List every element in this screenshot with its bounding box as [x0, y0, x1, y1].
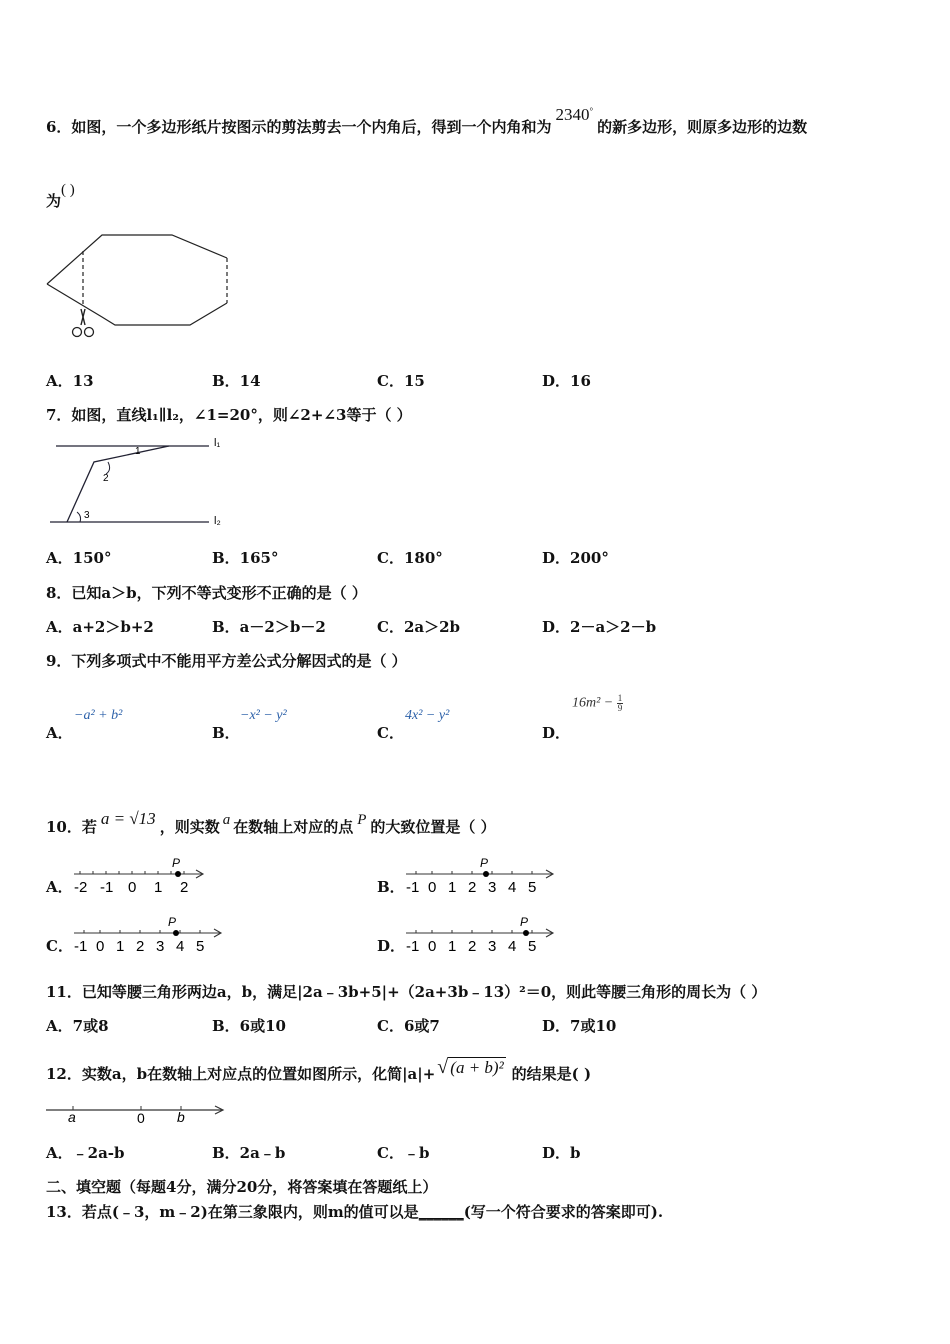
- q9-label-c: C．: [377, 724, 404, 742]
- q10-var-p: P: [357, 812, 367, 828]
- q10-point-c: [173, 930, 179, 936]
- q10-c-tick-1: 1: [116, 938, 125, 955]
- q10-a-tick-2: 2: [180, 879, 189, 896]
- q10-b-tick-4: 4: [508, 879, 517, 896]
- q7-figure: [44, 432, 244, 532]
- q6-text-a: 6．如图，一个多边形纸片按图示的剪法剪去一个内角后，得到一个内角和为: [46, 118, 552, 136]
- q12-text-a: 12．实数a，b在数轴上对应点的位置如图所示，化简|a|+: [46, 1065, 436, 1083]
- q10-d-tick-2: 2: [468, 938, 477, 955]
- q6-polygon-outline-lower: [47, 284, 227, 325]
- q12-axis-zero: 0: [137, 1110, 145, 1126]
- q10-p-label-d: P: [520, 915, 529, 929]
- q10-b-tick-m1: -1: [406, 879, 420, 896]
- q10-point-b: [483, 871, 489, 877]
- q9-option-b[interactable]: [212, 708, 287, 743]
- q12-axis-a: a: [68, 1109, 76, 1125]
- q9-frac-num: 1: [617, 693, 623, 703]
- q7-label-l2: l₂: [214, 515, 221, 527]
- q10-c-tick-5: 5: [196, 938, 205, 955]
- q9-option-c[interactable]: [377, 708, 450, 743]
- q10-a-tick-m1: -1: [100, 879, 114, 896]
- q10-axis-a: [70, 854, 210, 896]
- q9-expr-b: −x² − y²: [240, 708, 287, 723]
- q10-b-tick-0: 0: [428, 879, 437, 896]
- q10-d-tick-1: 1: [448, 938, 457, 955]
- q7-stem: 7．如图，直线l₁∥l₂，∠1=20°，则∠2+∠3等于（ ）: [46, 406, 412, 424]
- q10-c-tick-0: 0: [96, 938, 105, 955]
- q10-d-tick-4: 4: [508, 938, 517, 955]
- q7-label-1: 1: [135, 446, 141, 457]
- q6-option-b[interactable]: B．14: [212, 372, 261, 390]
- q7-option-b[interactable]: B．165°: [212, 549, 279, 567]
- q8-option-c[interactable]: C．2a＞2b: [377, 618, 461, 636]
- q6-paren: ( ): [61, 182, 75, 198]
- q6-text-c: 为: [46, 192, 62, 210]
- q6-text-b: 的新多边形，则原多边形的边数: [597, 118, 808, 136]
- q10-expr: a = √13: [100, 809, 156, 828]
- q8-option-a[interactable]: A．a+2＞b+2: [46, 618, 154, 636]
- q8-option-d[interactable]: D．2－a＞2－b: [542, 618, 657, 636]
- q12-radical: [437, 1058, 505, 1077]
- q10-point-a: [175, 871, 181, 877]
- q10-d-tick-3: 3: [488, 938, 497, 955]
- q10-label-d[interactable]: D．: [377, 937, 406, 955]
- q10-label-c[interactable]: C．: [46, 937, 73, 955]
- q7-broken-line: [67, 446, 169, 522]
- q7-angle-arc-3: [77, 512, 81, 522]
- scissors-icon: [73, 309, 94, 337]
- q10-b-tick-3: 3: [488, 879, 497, 896]
- q10-text-b: ，则实数: [159, 818, 220, 836]
- q12-option-b[interactable]: B．2a﹣b: [212, 1144, 286, 1162]
- q12-option-c[interactable]: C．﹣b: [377, 1144, 430, 1162]
- q10-axis-c: [70, 913, 230, 955]
- q10-point-d: [523, 930, 529, 936]
- q10-b-tick-5: 5: [528, 879, 537, 896]
- q10-axis-b: [402, 854, 562, 896]
- q12-option-a[interactable]: A．﹣2a-b: [46, 1144, 125, 1162]
- q9-option-d[interactable]: [542, 693, 623, 743]
- q7-label-l1: l₁: [214, 437, 221, 449]
- q6-degree: °: [589, 106, 594, 116]
- q10-text-d: 的大致位置是（ ）: [370, 818, 496, 836]
- q11-stem: 11．已知等腰三角形两边a，b，满足|2a﹣3b+5|+（2a+3b﹣13）²＝0，则此等腰三角形的周长为（ ）: [46, 983, 767, 1001]
- q10-axis-d: [402, 913, 562, 955]
- q10-a-tick-1: 1: [154, 879, 163, 896]
- q10-var-a: a: [222, 812, 231, 828]
- q7-option-c[interactable]: C．180°: [377, 549, 443, 567]
- q10-p-label-c: P: [168, 915, 177, 929]
- q10-a-tick-m2: -2: [74, 879, 88, 896]
- q11-option-c[interactable]: C．6或7: [377, 1017, 440, 1035]
- q10-c-tick-m1: -1: [74, 938, 88, 955]
- sqrt-icon: √: [437, 1056, 449, 1078]
- q12-stem: [46, 1056, 592, 1085]
- q8-option-b[interactable]: B．a－2＞b－2: [212, 618, 326, 636]
- q9-expr-d: [572, 694, 623, 713]
- q7-label-2: 2: [103, 473, 109, 484]
- q9-label-b: B．: [212, 724, 240, 742]
- q6-option-a[interactable]: A．13: [46, 372, 94, 390]
- q13-answer-blank[interactable]: ______: [418, 1203, 464, 1221]
- q9-expr-a: −a² + b²: [74, 708, 123, 723]
- q9-option-a[interactable]: [46, 708, 123, 743]
- q10-c-tick-4: 4: [176, 938, 185, 955]
- q9-expr-c: 4x² − y²: [405, 708, 450, 723]
- q10-a-tick-0: 0: [128, 879, 137, 896]
- section-heading-fill-in: 二、填空题（每题4分，满分20分，将答案填在答题纸上）: [46, 1178, 438, 1196]
- q10-p-label-b: P: [480, 856, 489, 870]
- q6-angle-sum: 2340: [555, 105, 590, 124]
- q6-stem-line1: [46, 105, 808, 137]
- q12-text-b: 的结果是( ): [511, 1065, 592, 1083]
- q6-option-c[interactable]: C．15: [377, 372, 425, 390]
- q12-axis-b: b: [177, 1109, 185, 1125]
- q9-stem: 9．下列多项式中不能用平方差公式分解因式的是（ ）: [46, 652, 407, 670]
- q9-label-d: D．: [542, 724, 571, 742]
- q13-text-b: (写一个符合要求的答案即可).: [463, 1203, 664, 1221]
- q7-option-d[interactable]: D．200°: [542, 549, 609, 567]
- q7-option-a[interactable]: A．150°: [46, 549, 112, 567]
- q9-frac-den: 9: [617, 703, 623, 713]
- q11-option-d[interactable]: D．7或10: [542, 1017, 617, 1035]
- q10-c-tick-3: 3: [156, 938, 165, 955]
- q10-stem: [46, 809, 496, 837]
- q10-d-tick-0: 0: [428, 938, 437, 955]
- q12-number-line: [42, 1096, 232, 1128]
- q10-c-tick-2: 2: [136, 938, 145, 955]
- q10-label-b[interactable]: B．: [377, 878, 405, 896]
- q10-d-tick-m1: -1: [406, 938, 420, 955]
- q10-text-a: 10．若: [46, 818, 97, 836]
- q11-option-a[interactable]: A．7或8: [46, 1017, 109, 1035]
- q9-expr-d-main: 16m² −: [572, 695, 617, 711]
- q7-label-3: 3: [84, 510, 90, 521]
- q11-option-b[interactable]: B．6或10: [212, 1017, 286, 1035]
- q9-fraction: [617, 694, 624, 713]
- q6-option-d[interactable]: D．16: [542, 372, 591, 390]
- q8-stem: 8．已知a＞b，下列不等式变形不正确的是（ ）: [46, 584, 367, 602]
- q12-radicand: (a + b)²: [450, 1058, 504, 1077]
- q13-stem: [46, 1201, 663, 1222]
- q10-text-c: 在数轴上对应的点: [233, 818, 354, 836]
- q10-b-tick-1: 1: [448, 879, 457, 896]
- q10-d-tick-5: 5: [528, 938, 537, 955]
- q9-label-a: A．: [46, 724, 73, 742]
- q12-option-d[interactable]: D．b: [542, 1144, 581, 1162]
- q6-figure: [40, 225, 240, 345]
- q6-stem-line2: [46, 182, 75, 211]
- q10-label-a[interactable]: A．: [46, 878, 73, 896]
- q10-b-tick-2: 2: [468, 879, 477, 896]
- q10-p-label-a: P: [172, 856, 181, 870]
- q6-polygon-outline: [47, 235, 227, 284]
- q13-text-a: 13．若点(﹣3，m﹣2)在第三象限内，则m的值可以是: [46, 1203, 419, 1221]
